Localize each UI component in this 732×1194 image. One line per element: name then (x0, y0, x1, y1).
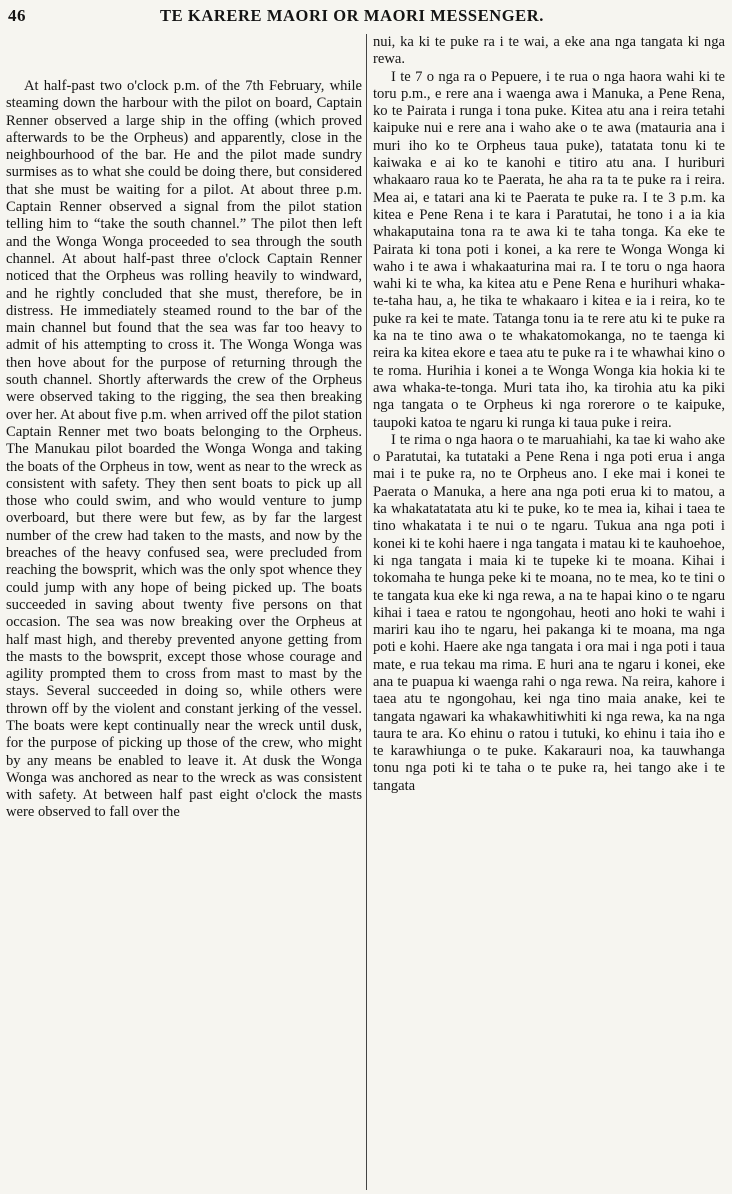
maori-column (373, 34, 725, 1190)
page-number: 46 (8, 6, 26, 25)
column-divider (366, 34, 367, 1190)
running-title: TE KARERE MAORI OR MAORI MESSENGER. (160, 6, 545, 25)
maori-paragraph: I te rima o nga haora o te maruahiahi, ka tae ki waho ake o Paratutai, ka tutataki a Pene Rena i nga poti erua i anga mai i te puke ra, no te Orpheus ano. I eke mai i konei te Paerata o Manuka, a here ana nga poti erua ki to matou, a ka whakatatatata atu ki te puke, ko te mea ia, kihai i taea te tino whakatata i te nui o te ngaru. Tukua ana nga poti i konei ki te kohi haere i nga tangata i matau ki te kauhoehoe, ki nga tangata i maia ki te tupeke ki te moana. Kihai i tokomaha te hunga peke ki te moana, no te mea, ko te tini o te tangata kua eke ki nga rewa, a na te hapai kino o te ngaru kihai i taea e ratou te ngongohau, heoti ano hoki te wahi i mariri kau iho te ngaru, hei pakanga ki te moana, ma nga poti e kohi. Haere ake nga tangata i ora mai i nga poti i taua mate, e rua tekau ma rima. E huri ana te ngaru i konei, eke ana te puapua ki waenga rahi o nga rewa. Na reira, kahore i taea atu te ngongohau, kei nga tino maia anake, kei te tangata ngawari ka whakawhitiwhiti ki nga rewa, ka na nga taura te ara. Ko ehinu o ratou i tutuki, ko ehinu i taia iho e te karawhiunga o te puke. Kakarauri noa, ka tauwhanga tonu nga poti ki te taha o te puke ra, hei tango ake i te tangata (373, 431, 725, 794)
english-column (6, 78, 362, 1190)
maori-paragraph: I te 7 o nga ra o Pepuere, i te rua o nga haora wahi ki te toru p.m., e rere ana i waenga awa i Manuka, a Pene Rena, ko te Pairata i runga i tona puke. Kitea atu ana i reira tetahi kaipuke nui e rere ana i waho ake o te awa (matauria ana i muri iho ko te Orpheus taua puke), tatatata tonu ki te kaiwaka e ai ko te kanohi e titiro atu ana. I huriburi whakaaro raua ko te Paerata, he aha ra ta te puke ra i reira. Mea ai, e tatari ana ki te Paerata te puke ra. I te 3 p.m. ka kitea e Pene Rena i te kara i Paratutai, he tono i a ia kia whakaputaina tona ra te awa ki te taha tonga. Ka eke te Pairata ki tona poti i konei, a ka rere te Wonga Wonga ki waho i te awa i whakaaturina mai ra. I te toru o nga haora wahi ki te wha, ka kitea atu e Pene Rena e hurihuri whaka-te-taha hau, a, he tika te whakaaro i kitea e ia i reira, ko te puke ra kei te mate. Tatanga tonu ia te rere atu ki te puke ra ka na te tino awa o te whakatomokanga, no te taenga ki reira ka kitea ekore e taea atu te puke ra i te whawhai kino o te roma. Hurihia i konei a te Wonga Wonga kia hokia ki te awa whaka-te-tonga. Muri tata iho, ka tirohia atu ka piki nga tangata o te Orpheus ki nga rorerore o te kaipuke, taupoki katoa te ngaru ki runga ki taua puke i reira. (373, 68, 725, 431)
page-header (0, 4, 732, 28)
english-paragraph: At half-past two o'clock p.m. of the 7th February, while steaming down the harbour with the pilot on board, Captain Renner observed a large ship in the offing (which proved afterwards to be the Orpheus) and apparently, close in the neighbourhood of the bar. He and the pilot made sundry surmises as to what she could be doing there, but considered that she must be waiting for a pilot. At about three p.m. Captain Renner observed a signal from the pilot station telling him to “take the south channel.” The pilot then left and the Wonga Wonga proceeded to sea through the south channel. At about half-past three o'clock Captain Renner noticed that the Orpheus was rolling heavily to windward, and he rightly concluded that she must, therefore, be in distress. He immediately steamed round to the bar of the main channel but found that the sea was far too heavy to admit of his attempting to cross it. The Wonga Wonga was then hove about for the purpose of returning through the south channel. Shortly afterwards the crew of the Orpheus were observed taking to the rigging, the sea then breaking over her. At about five p.m. when arrived off the pilot station Captain Renner met two boats belonging to the Orpheus. The Manukau pilot boarded the Wonga Wonga and taking the boats of the Orpheus in tow, went as near to the wreck as consistent with safety. They then sent boats to pick up all those who could swim, and who would venture to jump overboard, but there were but few, as by far the largest number of the crew had taken to the masts, and now by the breaches of the heavy confused sea, were precluded from reaching the bowsprit, which was the only spot whence they could jump with any hope of being picked up. The boats succeeded in saving about twenty five persons on that occasion. The sea was now breaking over the Orpheus at half mast high, and thereby prevented anyone getting from the masts to the bowsprit, except those whose courage and agility prompted them to cross from mast to mast by the stays. Several succeeded in doing so, while others were thrown off by the violent and constant jerking of the vessel. The boats were kept continually near the wreck until dusk, for the purpose of picking up those of the crew, who might by any means be enabled to leave it. At dusk the Wonga Wonga was anchored as near to the wreck as was consistent with safety. At between half past eight o'clock the masts were observed to fall over the (6, 78, 362, 821)
maori-paragraph: nui, ka ki te puke ra i te wai, a eke ana nga tangata ki nga rewa. (373, 34, 725, 68)
